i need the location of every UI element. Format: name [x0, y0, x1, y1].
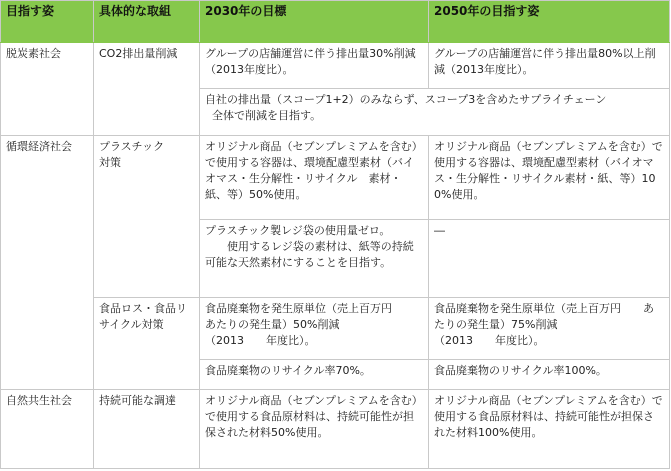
supply-chain-goal: 自社の排出量（スコープ1+2）のみならず、スコープ3を含めたサプライチェーン 全体で削減を目指す。 [200, 89, 670, 136]
food-loss-goal-2050: 食品廃棄物を発生原単位（売上百万円 あたりの発生量）75%削減 （2013 年度比）。 [429, 298, 670, 360]
header-aspiration: 目指す姿 [1, 1, 94, 43]
bags-goal-2030: プラスチック製レジ袋の使用量ゼロ。 使用するレジ袋の素材は、紙等の持続 可能な天然素材にすることを目指す。 [200, 220, 429, 298]
bags-goal-2050: ― [429, 220, 670, 298]
table-row [1, 390, 670, 469]
containers-goal-2050: オリジナル商品（セブンプレミアムを含む）で使用する容器は、環境配慮型素材（バイオマス・生分解性・リサイクル素材・紙、等）100%使用。 [429, 136, 670, 220]
category-circular: 循環経済社会 [1, 136, 94, 390]
table-row [1, 298, 670, 360]
initiative-food: 食品ロス・食品リサイクル対策 [94, 298, 200, 390]
food-loss-goal-2030: 食品廃棄物を発生原単位（売上百万円 あたりの発生量）50%削減 （2013 年度比）。 [200, 298, 429, 360]
containers-goal-2030: オリジナル商品（セブンプレミアムを含む）で使用する容器は、環境配慮型素材（バイオマス・生分解性・リサイクル 素材・紙、等）50%使用。 [200, 136, 429, 220]
co2-goal-2050: グループの店舗運営に伴う排出量80%以上削減（2013年度比）。 [429, 43, 670, 89]
header-row [1, 1, 670, 43]
procurement-goal-2030: オリジナル商品（セブンプレミアムを含む）で使用する食品原材料は、持続可能性が担保された材料50%使用。 [200, 390, 429, 469]
header-2050-aspiration: 2050年の目指す姿 [429, 1, 670, 43]
initiative-sustainable-procurement: 持続可能な調達 [94, 390, 200, 469]
co2-goal-2030: グループの店舗運営に伴う排出量30%削減（2013年度比）。 [200, 43, 429, 89]
initiative-plastic: プラスチック 対策 [94, 136, 200, 298]
initiative-co2: CO2排出量削減 [94, 43, 200, 136]
table-row [1, 136, 670, 220]
category-decarbon: 脱炭素社会 [1, 43, 94, 136]
category-nature: 自然共生社会 [1, 390, 94, 469]
header-2030-target: 2030年の目標 [200, 1, 429, 43]
header-initiative: 具体的な取組 [94, 1, 200, 43]
procurement-goal-2050: オリジナル商品（セブンプレミアムを含む）で使用する食品原材料は、持続可能性が担保された材料100%使用。 [429, 390, 670, 469]
food-recycle-goal-2050: 食品廃棄物のリサイクル率100%。 [429, 360, 670, 390]
table-row [1, 43, 670, 89]
food-recycle-goal-2030: 食品廃棄物のリサイクル率70%。 [200, 360, 429, 390]
